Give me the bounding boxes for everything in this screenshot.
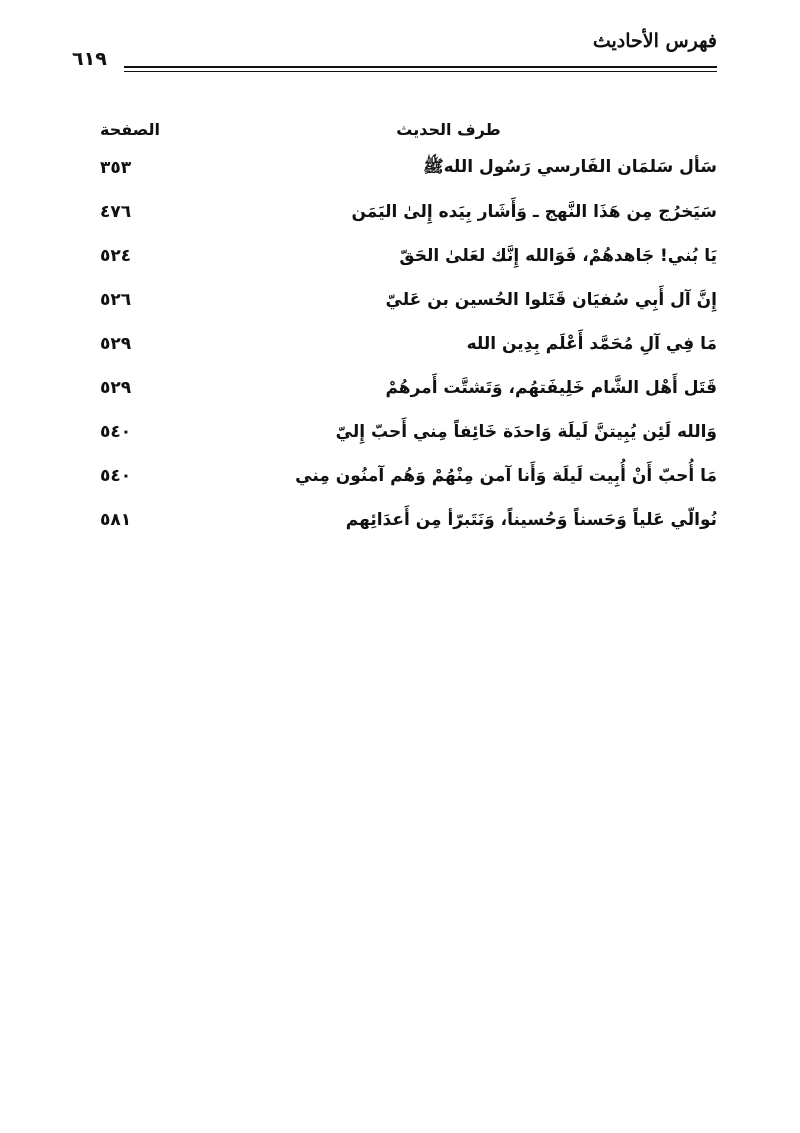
hadith-cell: وَالله لَئِن يُبِيتنَّ لَيلَة وَاحدَة خَائِفاً مِني أَحبّ إِليّ (335, 422, 717, 442)
page-cell: ٥٢٤ (100, 246, 132, 266)
table-row (100, 410, 717, 454)
table-header-row (100, 112, 717, 146)
hadith-cell: مَا فِي آلِ مُحَمَّد أَعْلَم بِدِين الله (466, 334, 717, 354)
table-row (100, 322, 717, 366)
table-row (100, 190, 717, 234)
table-row (100, 146, 717, 190)
page-cell: ٥٤٠ (100, 466, 132, 486)
column-header-hadith: طرف الحديث (396, 119, 501, 139)
hadith-cell: إِنَّ آل أَبِي سُفيَان قَتَلوا الحُسين بن عَليّ (385, 290, 717, 310)
page-cell: ٤٧٦ (100, 202, 132, 222)
page-cell: ٥٢٩ (100, 378, 132, 398)
table-row (100, 278, 717, 322)
running-header (72, 30, 717, 74)
hadith-cell: قَتَل أَهْل الشَّام خَلِيفَتهُم، وَتَشتَّت أَمرهُمْ (385, 378, 717, 398)
page-cell: ٥٢٩ (100, 334, 132, 354)
page-cell: ٥٢٦ (100, 290, 132, 310)
hadith-index-table (100, 112, 717, 542)
hadith-cell: نُوالّي عَلياً وَحَسناً وَحُسيناً، وَنَتَبرّأ مِن أَعدَائِهم (345, 510, 717, 530)
hadith-cell: سَيَخرُج مِن هَذَا النَّهج ـ وَأَشَار بِيَده إِلىٰ اليَمَن (351, 202, 717, 222)
page-cell: ٣٥٣ (100, 158, 132, 178)
header-rule-thin (124, 71, 717, 72)
table-row (100, 366, 717, 410)
table-row (100, 454, 717, 498)
page-cell: ٥٤٠ (100, 422, 132, 442)
header-rule-thick (124, 66, 717, 68)
table-row (100, 498, 717, 542)
hadith-cell: يَا بُني! جَاهدهُمْ، فَوَالله إِنَّك لعَلىٰ الحَقّ (399, 246, 717, 266)
page-cell: ٥٨١ (100, 510, 132, 530)
page-number: ٦١٩ (72, 48, 107, 70)
hadith-cell: سَأل سَلمَان الفَارسي رَسُول اللهﷺ (423, 156, 717, 177)
running-title: فهرس الأحاديث (592, 30, 717, 52)
hadith-cell: مَا أُحبّ أَنْ أُبِيت لَيلَة وَأَنا آمن مِنْهُمْ وَهُم آمنُون مِني (295, 466, 717, 486)
column-header-page: الصفحة (100, 119, 161, 139)
table-row (100, 234, 717, 278)
